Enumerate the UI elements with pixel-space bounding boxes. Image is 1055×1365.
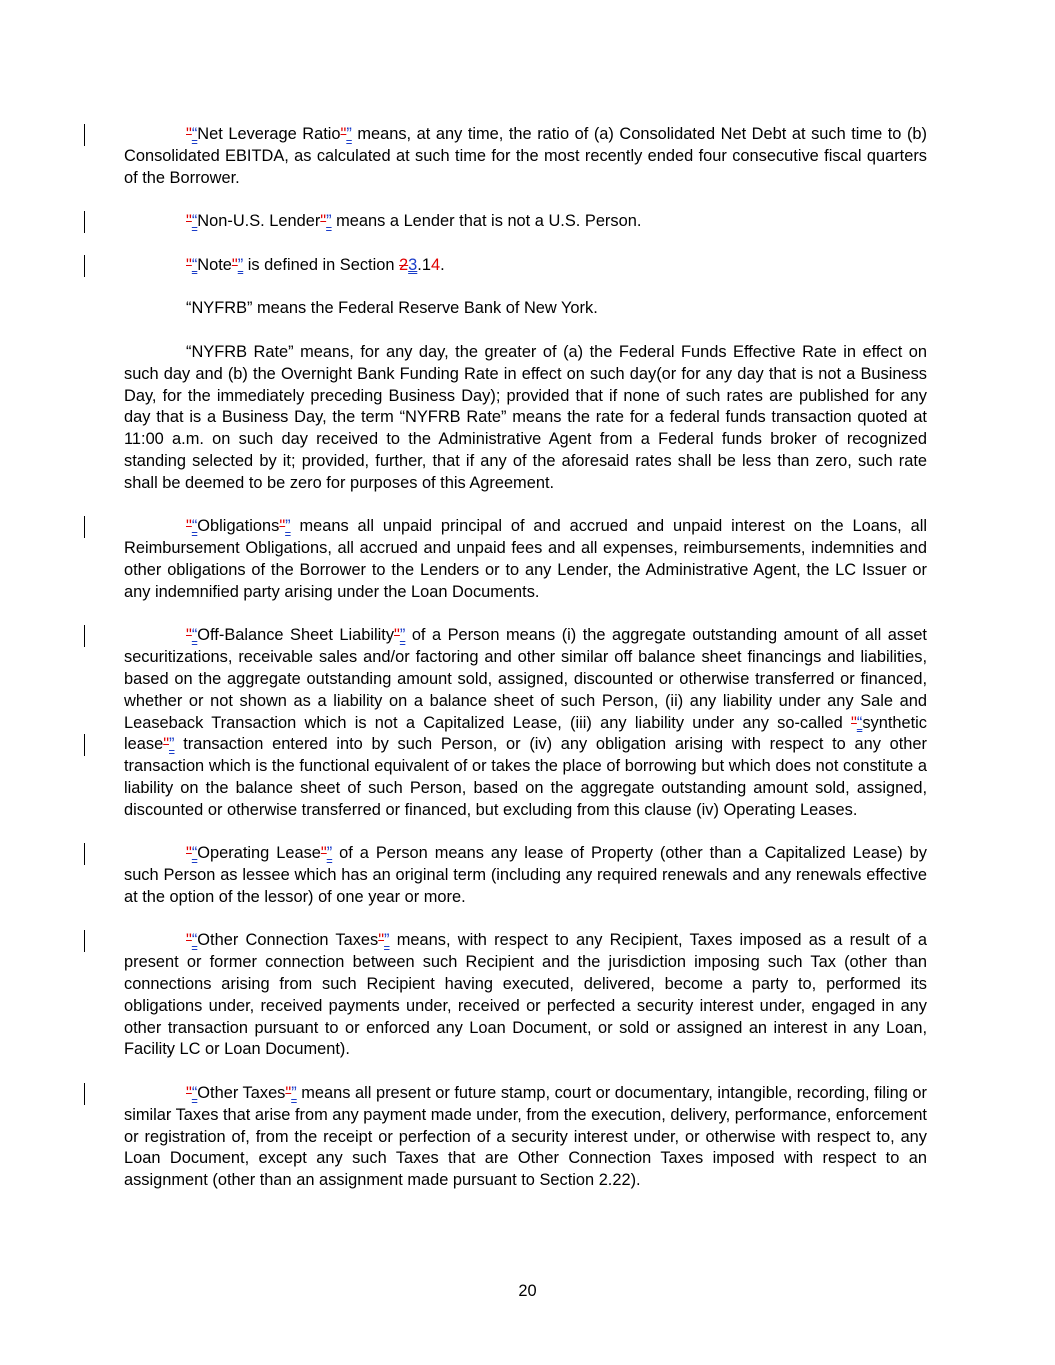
quoted-term: synthetic lease [124,713,927,754]
inserted-quote: “ [191,1084,198,1103]
deleted-quote: " [186,212,192,231]
change-bar [84,255,85,277]
inserted-quote: “ [191,931,198,950]
change-bar [84,625,85,647]
deleted-quote: " [320,844,327,863]
definition-operating-lease [124,843,927,908]
change-bar [84,516,85,538]
definition-text: means all present or future stamp, court or documentary, intangible, recording, filing or similar Taxes that arise from any payment made under, from the execution, delivery, performance, enforcement or registration of, from the receipt or perfection of a security interest under, or otherwise with respect to, any Loan Document, except any such Taxes that are Other Connection Taxes imposed with respect to an assignment (other than an assignment made pursuant to Section 2.22). [124,1084,927,1190]
change-bar [84,734,85,756]
change-bar [84,843,85,865]
inserted-section-number: 3 [408,255,418,274]
change-bar [84,211,85,233]
changed-section-number: 4 [430,255,441,274]
deleted-quote: " [163,735,170,754]
defined-term: Obligations [197,517,280,536]
definition-text: transaction entered into by such Person, or (iv) any obligation arising with respect to any other transaction which is the functional equivalent of or takes the place of borrowing but which does not constitute a liability on the balance sheet of such Person, based on the aggregate outstanding amount sold, assigned, discounted or otherwise transferred or financed, but excluding from this clause (iv) Operating Leases. [124,735,927,819]
inserted-quote: “ [191,125,198,143]
definition-note [124,255,927,277]
defined-term: Other Taxes [197,1084,286,1103]
document-page [124,124,927,1214]
change-bar [84,124,85,146]
page-number: 20 [518,1282,537,1300]
defined-term: Non-U.S. Lender [197,212,321,231]
inserted-quote: “ [856,713,863,732]
deleted-quote: " [186,125,192,143]
deleted-quote: " [186,931,192,950]
deleted-quote: " [394,626,400,645]
inserted-quote: ” [346,125,352,143]
definition-nyfrb [124,298,927,320]
deleted-quote: " [231,255,238,274]
deleted-quote: " [851,713,857,732]
deleted-quote: " [320,212,327,231]
inserted-quote: “ [191,517,198,536]
defined-term: Off-Balance Sheet Liability [197,626,395,645]
inserted-quote: “ [191,255,198,274]
inserted-quote: ” [384,931,390,950]
inserted-quote: “ [191,626,198,645]
definition-text: . [440,255,445,274]
section-number: .1 [417,255,431,274]
definition-obligations [124,516,927,603]
definition-text: means all unpaid principal of and accrued and unpaid interest on the Loans, all Reimbursement Obligations, all accrued and unpaid fees and all expenses, reimbursements, indemnities and other obligations of the Borrower to the Lenders or to any Lender, the Administrative Agent, the LC Issuer or any indemnified party arising under the Loan Documents. [124,517,927,601]
definition-nyfrb-rate [124,342,927,495]
definition-text: means a Lender that is not a U.S. Person. [331,212,642,231]
definition-text: means, at any time, the ratio of (a) Consolidated Net Debt at such time to (b) Consolidated EBITDA, as calculated at such time for the most recently ended four consecutive fiscal quarters of the Borrower. [124,125,927,187]
inserted-quote: ” [326,212,332,231]
definition-off-balance-sheet-liability [124,625,927,821]
definition-other-connection-taxes [124,930,927,1061]
defined-term: Note [197,255,232,274]
inserted-quote: ” [285,517,291,536]
deleted-quote: " [186,844,192,863]
definition-text: means, with respect to any Recipient, Taxes imposed as a result of a present or former connection between such Recipient and the jurisdiction imposing such Tax (other than connections arising from such Recipient having executed, delivered, become a party to, performed its obligations under, received payments under, received or perfected a security interest under, engaged in any other transaction pursuant to or enforced any Loan Document, or sold or assigned an interest in any Loan, Facility LC or Loan Document). [124,931,927,1059]
definition-other-taxes [124,1083,927,1192]
deleted-quote: " [186,255,192,274]
deleted-quote: " [285,1084,292,1103]
inserted-quote: ” [399,626,406,645]
deleted-section-number: 2 [399,255,409,274]
definition-text: of a Person means any lease of Property (other than a Capitalized Lease) by such Person as lessee which has an original term (including any required renewals and any renewals effective at the option of the lessor) of one year or more. [124,844,927,906]
deleted-quote: " [340,125,347,143]
defined-term: Operating Lease [197,844,321,863]
inserted-quote: ” [169,735,175,754]
inserted-quote: ” [237,255,244,274]
defined-term: Other Connection Taxes [197,931,379,950]
defined-term: Net Leverage Ratio [197,125,341,143]
definition-text: is defined in Section [243,255,400,274]
inserted-quote: “ [191,212,198,231]
definition-text: “NYFRB Rate” means, for any day, the greater of (a) the Federal Funds Effective Rate in effect on such day and (b) the Overnight Bank Funding Rate in effect on such day(or for any day that is not a Business Day, for the immediately preceding Business Day); provided that if none of such rates are published for any day that is a Business Day, the term “NYFRB Rate” means the rate for a federal funds transaction quoted at 11:00 a.m. on such day received to the Administrative Agent from a Federal funds broker of recognized standing selected by it; provided, further, that if any of the aforesaid rates shall be less than zero, such rate shall be deemed to be zero for purposes of this Agreement. [124,342,927,492]
definition-text: of a Person means (i) the aggregate outstanding amount of all asset securitizations, receivable sales and/or factoring and other similar off balance sheet financings and liabilities, based on the aggregate outstanding amount sold, assigned, discounted or otherwise transferred or financed, whether or not shown as a liability on a balance sheet of such Person, (ii) any liability under any Sale and Leaseback Transaction which is not a Capitalized Lease, (iii) any liability under any so-called [124,626,927,732]
inserted-quote: “ [191,844,198,863]
definition-net-leverage-ratio [124,124,927,189]
definition-non-us-lender [124,211,927,233]
deleted-quote: " [186,626,192,645]
deleted-quote: " [186,517,192,536]
change-bar [84,1083,85,1105]
change-bar [84,930,85,952]
deleted-quote: " [279,517,286,536]
inserted-quote: ” [291,1084,297,1103]
deleted-quote: " [186,1084,192,1103]
definition-text: “NYFRB” means the Federal Reserve Bank of New York. [186,299,598,318]
deleted-quote: " [378,931,385,950]
inserted-quote: ” [326,844,333,863]
